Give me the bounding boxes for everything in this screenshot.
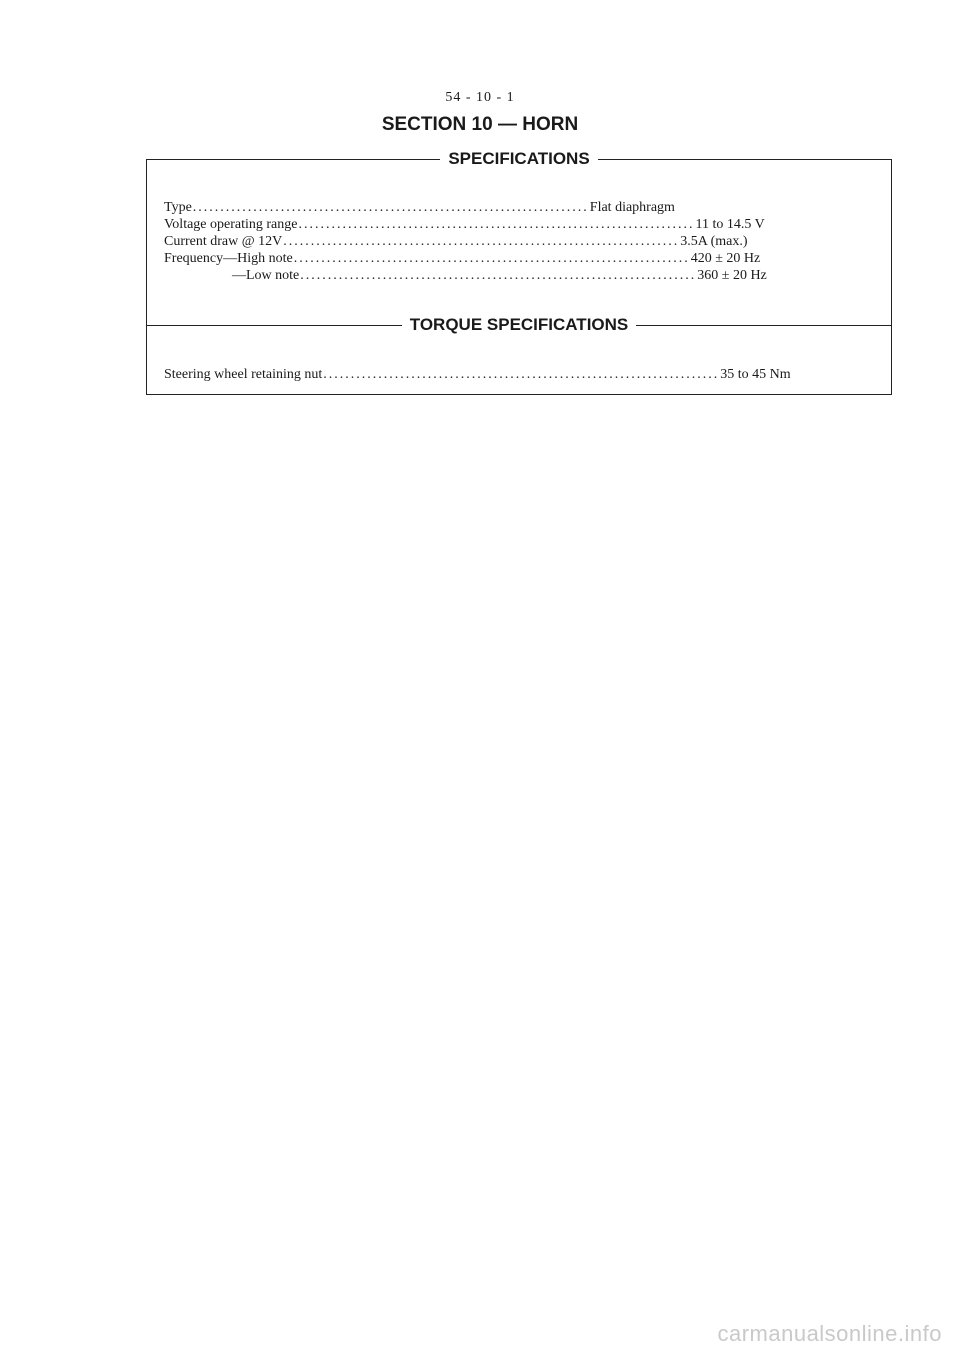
spec-name: —Low note (232, 268, 300, 283)
spec-name: Frequency—High note (164, 251, 293, 266)
specifications-box (146, 149, 892, 395)
spec-name: Current draw @ 12V (164, 234, 283, 249)
spec-name: Type (164, 200, 192, 215)
torque-row-steering-nut (164, 366, 791, 383)
spec-value: 360 ± 20 Hz (697, 268, 767, 283)
heading-rule-right (636, 325, 891, 326)
torque-heading (147, 315, 891, 335)
page-number: 54 - 10 - 1 (445, 90, 515, 105)
spec-row-current (164, 233, 748, 250)
spec-value: 420 ± 20 Hz (690, 251, 761, 266)
dot-leader: ........................................................................ (298, 217, 695, 232)
torque-value: 35 to 45 Nm (720, 367, 791, 382)
section-title: SECTION 10 — HORN (381, 114, 579, 135)
dot-leader: ........................................................................ (293, 251, 690, 266)
watermark: carmanualsonline.info (717, 1321, 942, 1346)
dot-leader: ........................................................................ (300, 268, 697, 283)
spec-value: Flat diaphragm (589, 200, 675, 215)
torque-list (164, 366, 791, 383)
heading-rule-left (147, 159, 440, 160)
specifications-heading-label: SPECIFICATIONS (448, 149, 590, 168)
heading-rule-left (147, 325, 402, 326)
spec-row-voltage (164, 216, 765, 233)
torque-heading-label: TORQUE SPECIFICATIONS (409, 315, 629, 334)
torque-name: Steering wheel retaining nut (164, 367, 323, 382)
heading-rule-right (598, 159, 891, 160)
dot-leader: ........................................................................ (283, 234, 680, 249)
dot-leader: ........................................................................ (192, 200, 589, 215)
dot-leader: ........................................................................ (323, 367, 720, 382)
spec-row-frequency-high (164, 250, 761, 267)
spec-row-type (164, 199, 675, 216)
specifications-heading (147, 149, 891, 169)
spec-name: Voltage operating range (164, 217, 298, 232)
spec-value: 3.5A (max.) (680, 234, 748, 249)
spec-row-frequency-low (164, 267, 767, 284)
specifications-list (164, 199, 767, 284)
spec-value: 11 to 14.5 V (695, 217, 765, 232)
